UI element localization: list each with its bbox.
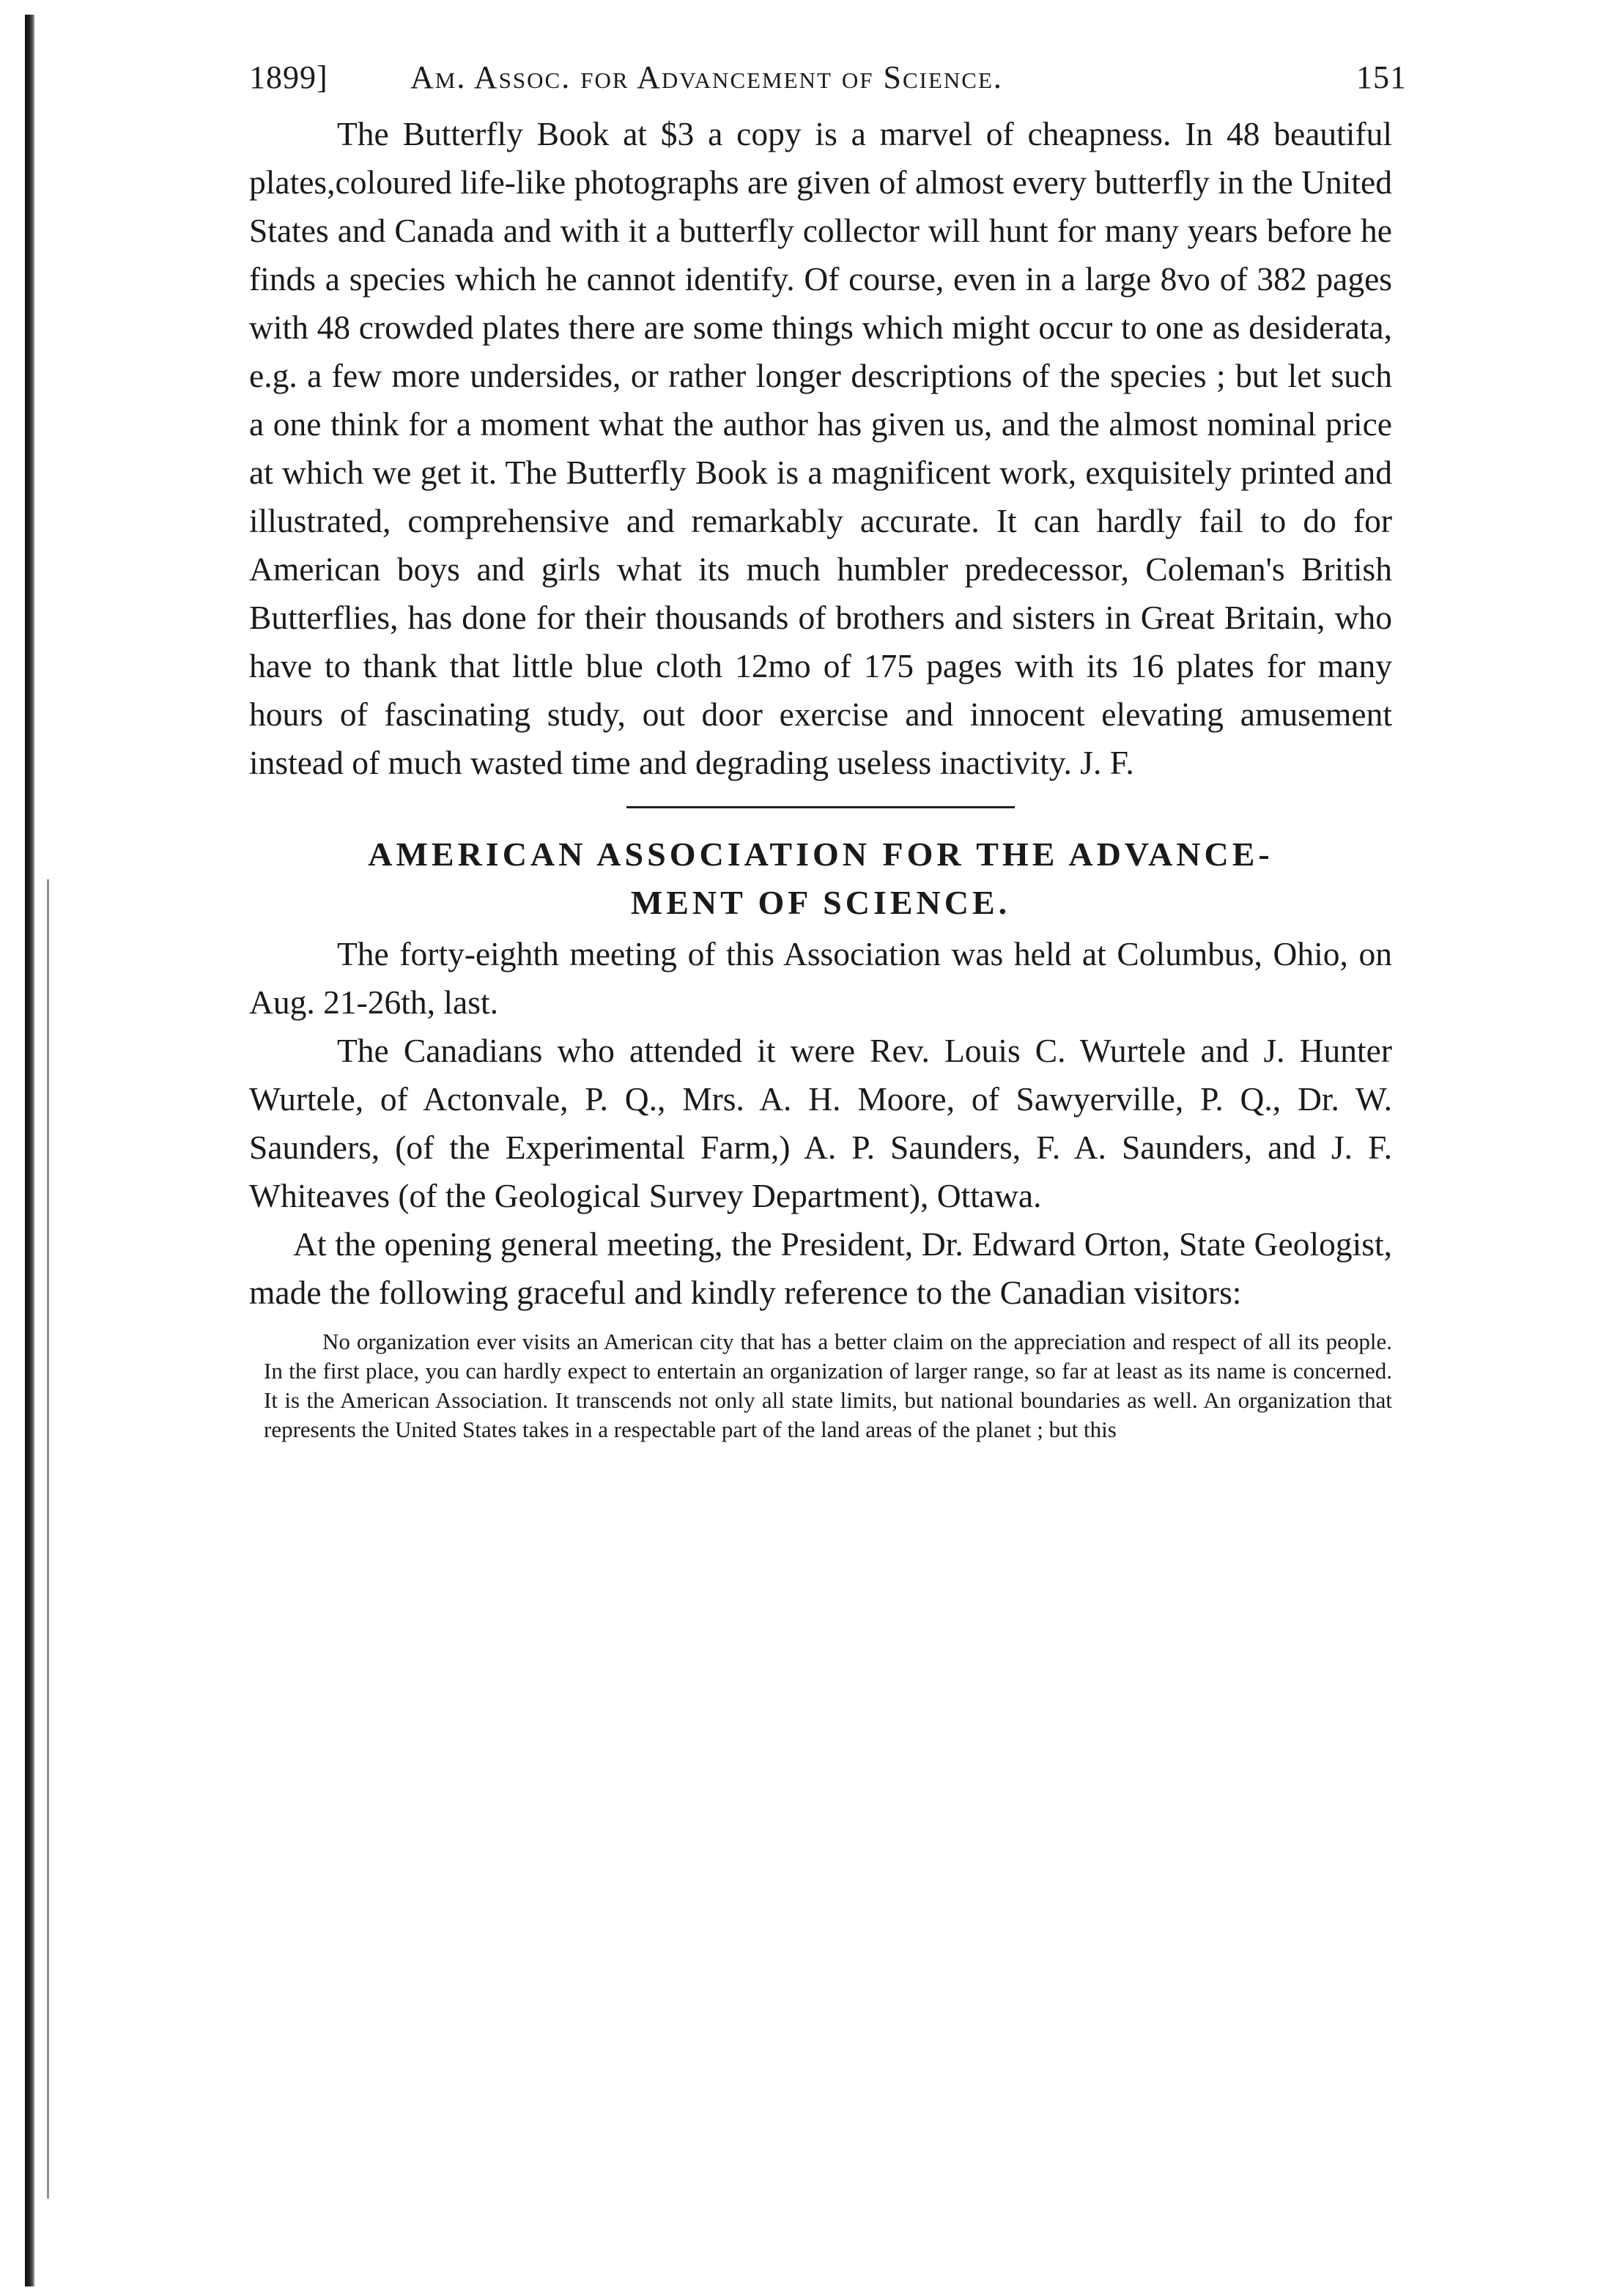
- header-year: 1899]: [249, 59, 328, 95]
- scan-edge-shadow: [25, 15, 35, 2286]
- section-divider: [626, 806, 1015, 808]
- running-header: [249, 51, 1407, 110]
- article-paragraph: The forty-eighth meeting of this Association was held at Columbus, Ohio, on Aug. 21-26th, last.: [249, 935, 1392, 1021]
- book-page: [249, 51, 1407, 1444]
- article-paragraph: The Canadians who attended it were Rev. Louis C. Wurtele and J. Hunter Wurtele, of Actonvale, P. Q., Mrs. A. H. Moore, of Sawyerville, P. Q., Dr. W. Saunders, (of the Experimental Farm,) A. P. Saunders, F. A. Saunders, and J. F. Whiteaves (of the Geological Survey Department), Ottawa.: [249, 1032, 1392, 1214]
- article-title: [249, 830, 1392, 927]
- header-running-title: Am. Assoc. for Advancement of Science.: [410, 59, 1003, 95]
- article-title-line1: AMERICAN ASSOCIATION FOR THE ADVANCE-: [368, 835, 1273, 873]
- page-number: 151: [1356, 59, 1407, 95]
- block-quote: No organization ever visits an American city that has a better claim on the appreciation and respect of all its people. In the first place, you can hardly expect to entertain an organization of larger range, so far at least as its name is concerned. It is the American Association. It transcends not only all state limits, but national boundaries as well. An organization that represents the United States takes in a respectable part of the land areas of the planet ; but this: [264, 1329, 1392, 1442]
- article-title-line2: MENT OF SCIENCE.: [630, 884, 1011, 921]
- review-paragraph: The Butterfly Book at $3 a copy is a marvel of cheapness. In 48 beautiful plates,coloured life-like photographs are given of almost every butterfly in the United States and Canada and with it a butterfly collector will hunt for many years before he finds a species which he cannot identify. Of course, even in a large 8vo of 382 pages with 48 crowded plates there are some things which might occur to one as desiderata, e.g. a few more undersides, or rather longer descriptions of the species ; but let such a one think for a moment what the author has given us, and the almost nominal price at which we get it. The Butterfly Book is a magnificent work, exquisitely printed and illustrated, comprehensive and remarkably accurate. It can hardly fail to do for American boys and girls what its much humbler predecessor, Coleman's British Butterflies, has done for their thousands of brothers and sisters in Great Britain, who have to thank that little blue cloth 12mo of 175 pages with its 16 plates for many hours of fascinating study, out door exercise and innocent elevating amusement instead of much wasted time and degrading useless inactivity. J. F.: [249, 115, 1392, 781]
- article-paragraph: At the opening general meeting, the President, Dr. Edward Orton, State Geologist, made the following graceful and kindly reference to the Canadian visitors:: [249, 1225, 1392, 1311]
- scan-edge-line: [47, 879, 49, 2199]
